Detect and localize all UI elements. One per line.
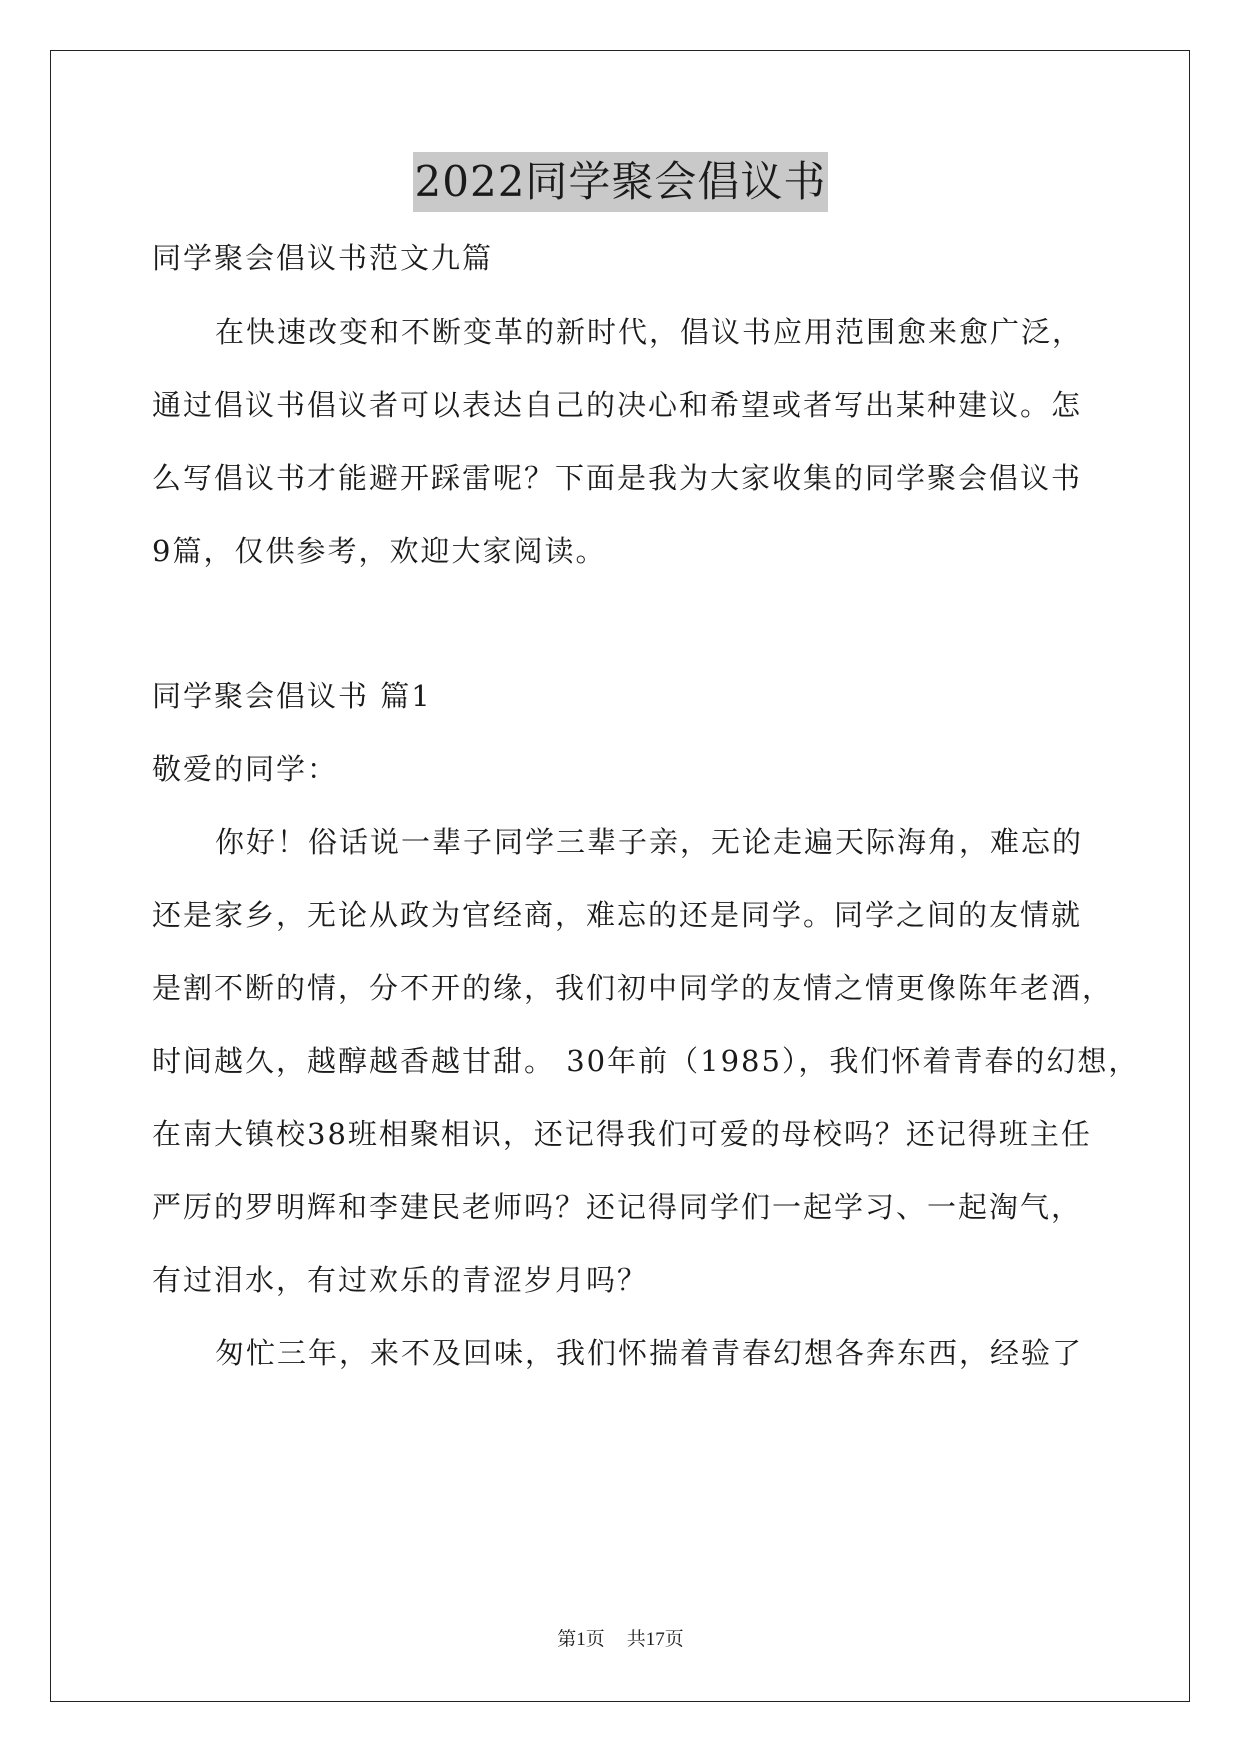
- intro-line-3: 么写倡议书才能避开踩雷呢？下面是我为大家收集的同学聚会倡议书: [152, 461, 1083, 495]
- paragraph1-line-2: 还是家乡，无论从政为官经商，难忘的还是同学。同学之间的友情就: [152, 898, 1083, 932]
- intro-line-4: 9篇，仅供参考，欢迎大家阅读。: [152, 534, 607, 568]
- paragraph1-line-1: 你好！俗话说一辈子同学三辈子亲，无论走遍天际海角，难忘的: [215, 825, 1084, 859]
- salutation: 敬爱的同学：: [152, 752, 339, 786]
- page-footer: [0, 1627, 1241, 1653]
- page-total: 共17页: [626, 1629, 684, 1650]
- document-subtitle: 同学聚会倡议书范文九篇: [152, 241, 494, 275]
- section-heading: 同学聚会倡议书 篇1: [152, 679, 432, 713]
- document-title: 2022同学聚会倡议书: [413, 152, 829, 212]
- paragraph2-line-1: 匆忙三年，来不及回味，我们怀揣着青春幻想各奔东西，经验了: [215, 1336, 1084, 1370]
- intro-line-2: 通过倡议书倡议者可以表达自己的决心和希望或者写出某种建议。怎: [152, 388, 1083, 422]
- intro-line-1: 在快速改变和不断变革的新时代，倡议书应用范围愈来愈广泛，: [215, 315, 1084, 349]
- paragraph1-line-5: 在南大镇校38班相聚相识，还记得我们可爱的母校吗？还记得班主任: [152, 1117, 1092, 1151]
- paragraph1-line-3: 是割不断的情，分不开的缘，我们初中同学的友情之情更像陈年老酒，: [152, 971, 1114, 1005]
- paragraph1-line-6: 严厉的罗明辉和李建民老师吗？还记得同学们一起学习、一起淘气，: [152, 1190, 1083, 1224]
- page-number: 第1页: [557, 1629, 605, 1650]
- paragraph1-line-4: 时间越久，越醇越香越甘甜。 30年前（1985），我们怀着青春的幻想，: [152, 1044, 1140, 1078]
- page-border: [50, 50, 1190, 1702]
- title-container: [0, 152, 1241, 212]
- paragraph1-line-7: 有过泪水，有过欢乐的青涩岁月吗？: [152, 1263, 649, 1297]
